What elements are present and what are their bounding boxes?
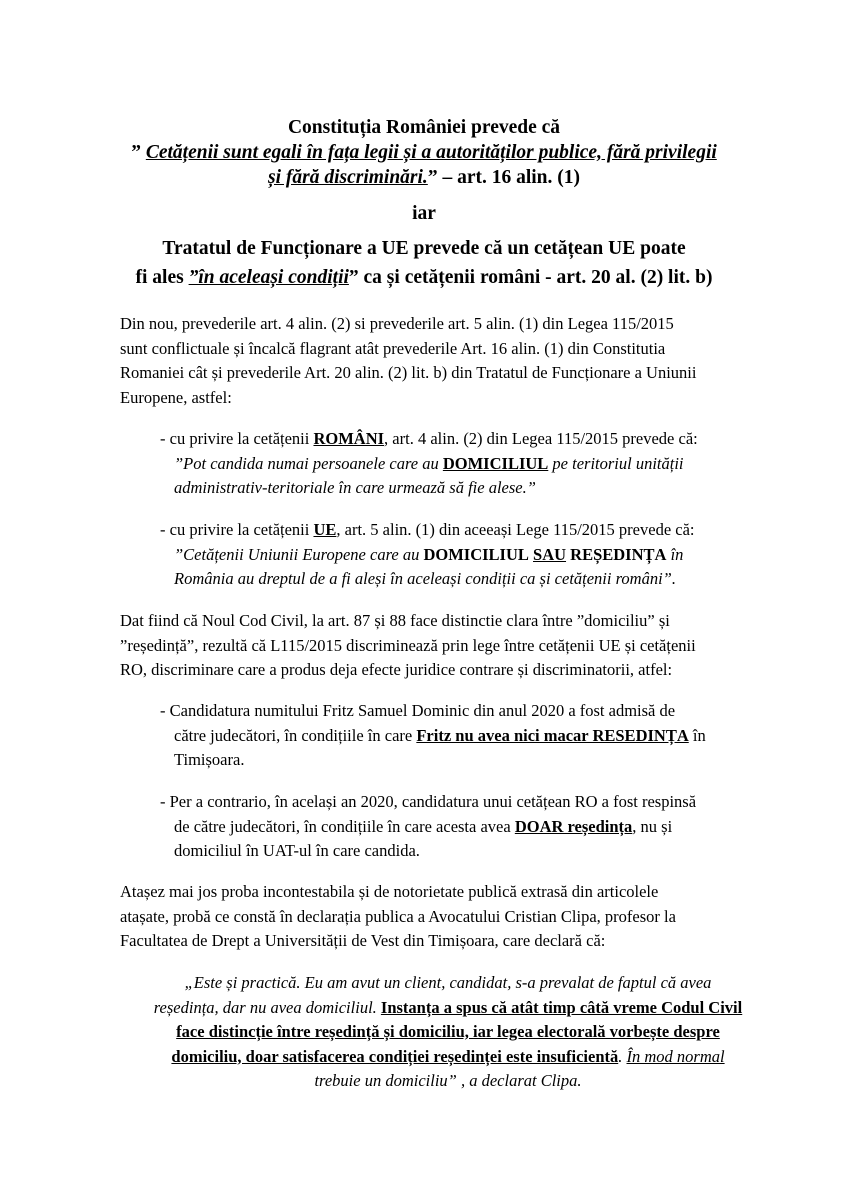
paragraph-2	[120, 609, 778, 683]
item1-q-post: pe teritoriul unității	[548, 453, 684, 473]
item2-bold: UE	[313, 520, 337, 539]
p1-line-3: Romaniei cât și prevederile Art. 20 alin. (2) lit. b) din Tratatul de Funcționare a Uniunii	[120, 363, 697, 382]
list-item-ue	[160, 518, 778, 592]
quote-l5-post: , a declarat Clipa.	[460, 1071, 582, 1090]
quote-line-3: face distincție între reședință și domiciliu, iar legea electorală vorbește despre	[176, 1022, 720, 1041]
item1-q-pre: ”Pot candida numai persoanele care au	[174, 453, 443, 473]
quote-l4-post: .	[618, 1046, 627, 1066]
item3-l2-post: în	[688, 725, 706, 745]
tfue-line-2	[100, 263, 748, 292]
p3-line-2: atașate, probă ce constă în declarația publica a Avocatului Cristian Clipa, profesor la	[120, 906, 676, 926]
item4-line-3: domiciliul în UAT-ul în care candida.	[174, 841, 420, 860]
quote-l2-bold: Instanța a spus că atât timp câtă vreme Codul Civil	[380, 997, 743, 1017]
item2-q-sau: SAU	[533, 544, 567, 564]
item4-line-2	[160, 815, 778, 840]
citation-text-part-2: și fără discriminări.	[267, 167, 428, 188]
item3-l2-pre: către judecători, în condițiile în care	[174, 725, 417, 745]
p1-line-1: Din nou, prevederile art. 4 alin. (2) si prevederile art. 5 alin. (1) din Legea 115/2015	[120, 314, 674, 333]
item2-q-domiciliul: DOMICILIUL	[423, 544, 529, 564]
item1-post: , art. 4 alin. (2) din Legea 115/2015 prevede că:	[384, 429, 698, 448]
constitution-citation-line-2	[100, 165, 748, 190]
item2-q-pre: ”Cetățenii Uniunii Europene care au	[174, 544, 424, 564]
constitution-citation	[100, 140, 748, 165]
paragraph-1	[120, 312, 778, 410]
item4-l2-pre: de către judecători, în condițiile în care acesta avea	[174, 816, 515, 836]
item2-line-1	[160, 518, 778, 543]
item2-q-resedinta: REȘEDINȚA	[570, 544, 667, 564]
item3-line-3: Timișoara.	[174, 750, 245, 769]
item1-quote-line-1	[160, 452, 778, 477]
item1-pre: - cu privire la cetățenii	[160, 429, 314, 448]
item2-quote-line-2: România au dreptul de a fi aleși în aceleași condiții ca și cetățenii români”.	[174, 569, 676, 588]
item3-line-1: - Candidatura numitului Fritz Samuel Dominic din anul 2020 a fost admisă de	[160, 701, 676, 720]
item4-line-1: - Per a contrario, în același an 2020, candidatura unui cetățean RO a fost respinsă	[160, 792, 697, 811]
paragraph-3	[120, 880, 778, 954]
tfue-citation: ”în aceleași condiții	[188, 267, 349, 288]
list-item-fritz	[160, 699, 778, 773]
open-quote: ”	[131, 142, 146, 163]
quote-line-2	[112, 996, 784, 1021]
quote-line-5	[112, 1069, 784, 1094]
quote-line-4	[112, 1045, 784, 1070]
item4-l2-bold: DOAR reședința	[514, 816, 633, 836]
quote-line-1: „Este și practică. Eu am avut un client, candidat, s-a prevalat de faptul că avea	[184, 973, 712, 992]
quote-l2-pre: reședința, dar nu avea domiciliul.	[153, 997, 381, 1017]
article-reference: ” – art. 16 alin. (1)	[427, 167, 581, 188]
p3-line-3: Facultatea de Drept a Universității de Vest din Timișoara, care declară că:	[120, 931, 606, 950]
citation-text-part-1: Cetățenii sunt egali în fața legii și a autorităților publice, fără privilegii	[145, 142, 717, 163]
clipa-quote	[112, 971, 784, 1094]
p2-line-3: RO, discriminare care a produs deja efecte juridice contrare și discriminatorii, atfel:	[120, 660, 673, 679]
tfue-line-1: Tratatul de Funcționare a UE prevede că un cetățean UE poate	[162, 238, 686, 259]
item1-q-bold: DOMICILIUL	[442, 453, 549, 473]
list-item-romani	[160, 427, 778, 501]
p1-line-2: sunt conflictuale și încalcă flagrant atât prevederile Art. 16 alin. (1) din Constitutia	[120, 338, 666, 358]
heading-block	[100, 115, 748, 292]
p1-line-4: Europene, astfel:	[120, 387, 232, 407]
item2-q-post: în	[666, 544, 684, 564]
heading-iar: iar	[412, 203, 436, 224]
item2-pre: - cu privire la cetățenii	[160, 520, 314, 539]
list-item-per-a-contrario	[160, 790, 778, 864]
item1-quote-line-2: administrativ-teritoriale în care urmează să fie alese.”	[174, 478, 536, 497]
tfue-post: ” ca și cetățenii români - art. 20 al. (2) lit. b)	[348, 267, 713, 288]
item3-l2-bold: Fritz nu avea nici macar RESEDINȚA	[416, 725, 689, 745]
item4-l2-post: , nu și	[632, 816, 673, 836]
item2-post: , art. 5 alin. (1) din aceeași Lege 115/2015 prevede că:	[336, 520, 695, 539]
p2-line-2: ”reședință”, rezultă că L115/2015 discriminează prin lege între cetățenii UE și cetățenii	[120, 635, 696, 655]
item1-line-1	[160, 427, 778, 452]
quote-l5-pre: trebuie un domiciliu”	[314, 1071, 461, 1090]
p2-line-1: Dat fiind că Noul Cod Civil, la art. 87 și 88 face distinctie clara între ”domiciliu” și	[120, 611, 670, 630]
item2-quote-line-1	[160, 543, 778, 568]
heading-line-1: Constituția României prevede că	[287, 117, 561, 138]
item1-bold: ROMÂNI	[313, 429, 385, 448]
item3-line-2	[160, 724, 778, 749]
tfue-pre: fi ales	[135, 267, 189, 288]
p3-line-1: Atașez mai jos proba incontestabila și de notorietate publică extrasă din articolele	[120, 882, 659, 901]
quote-l4-underlined: În mod normal	[626, 1046, 725, 1066]
quote-l4-bold: domiciliu, doar satisfacerea condiției reședinței este insuficientă	[171, 1046, 619, 1066]
